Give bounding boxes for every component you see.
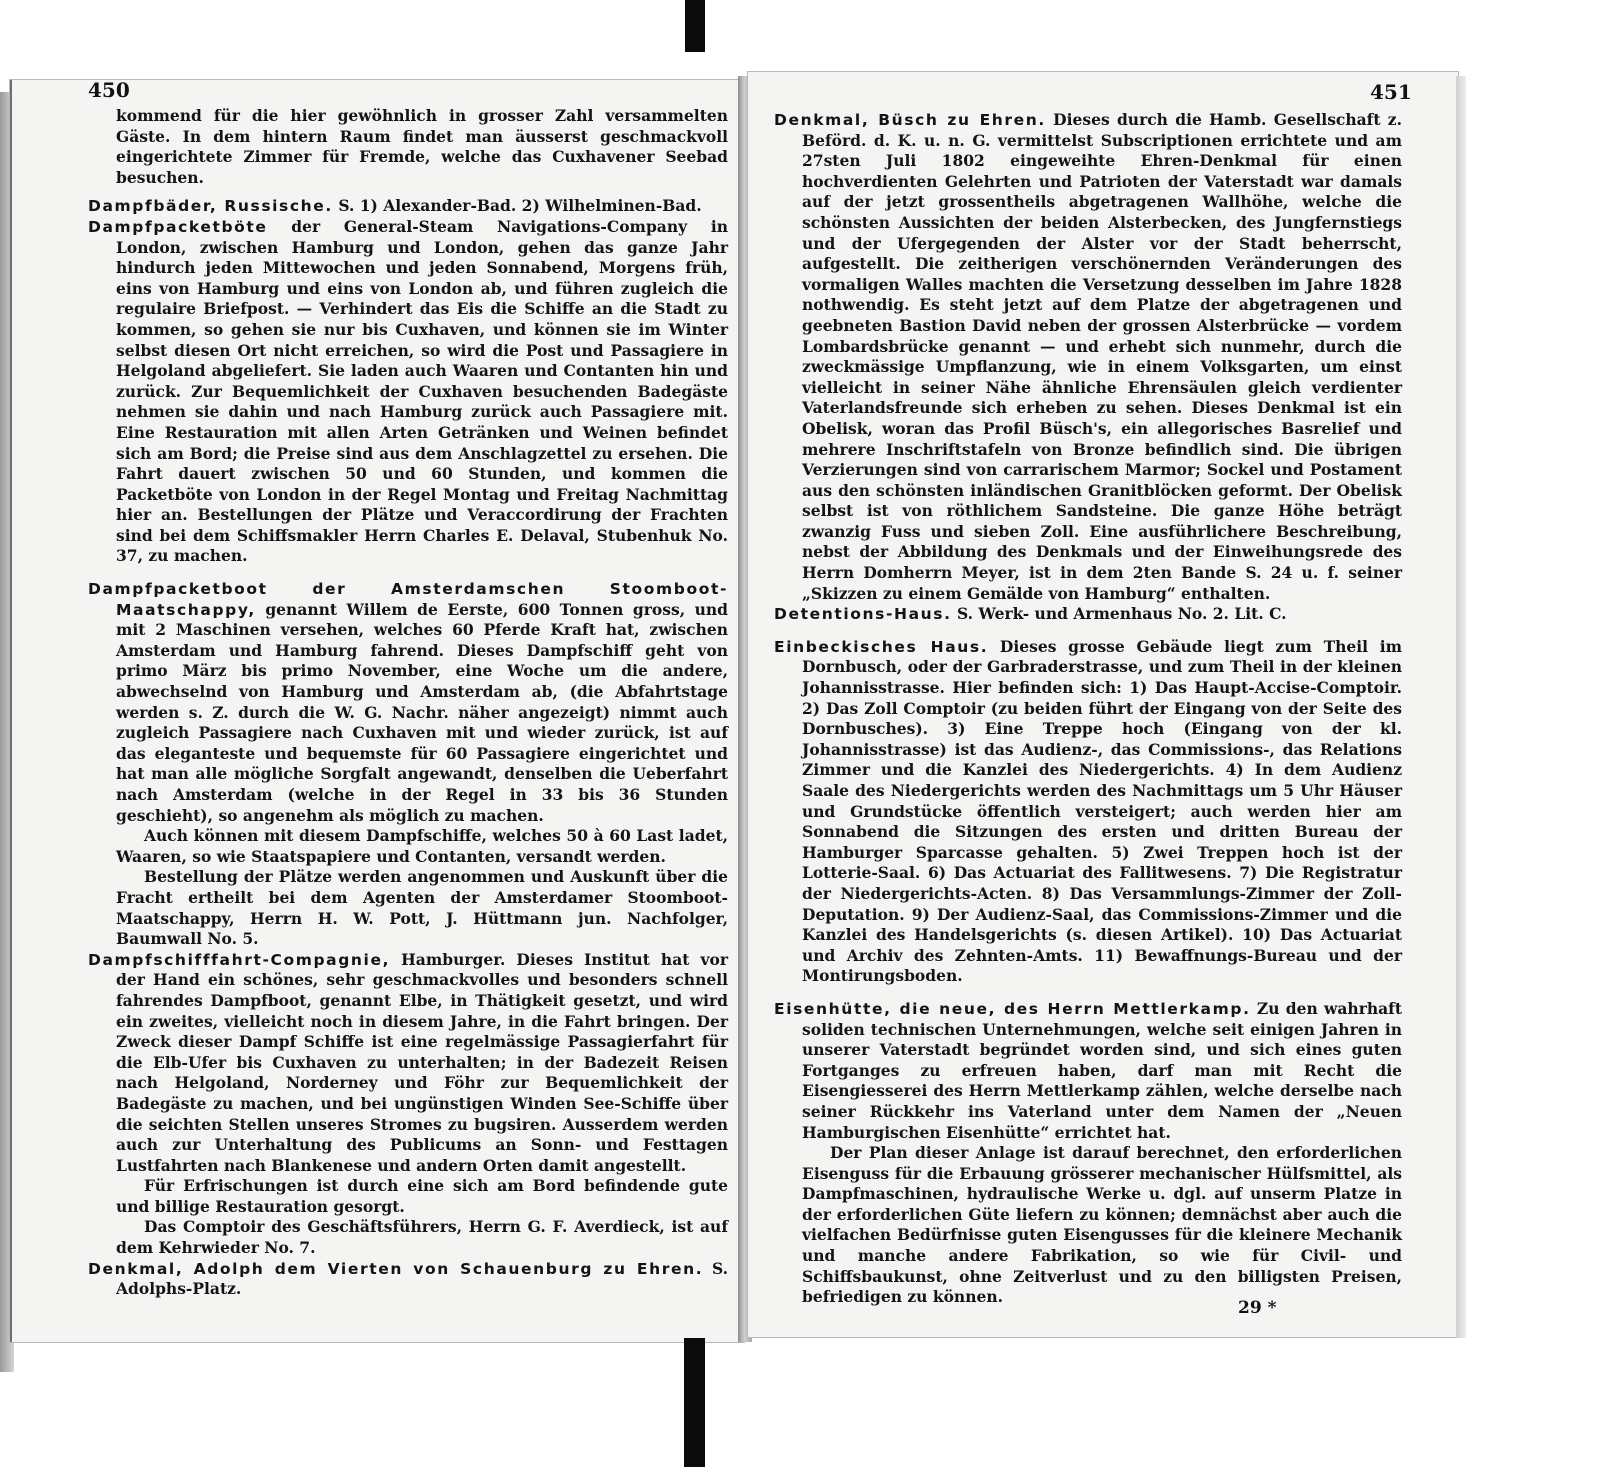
left-page [10, 80, 744, 1342]
entry [774, 999, 1402, 1143]
left-page-text [88, 106, 728, 1300]
entry-keyword: Dampfpacketboot der Amsterdamschen Stoomboot-Maatschappy, [88, 580, 728, 619]
entry-keyword: Denkmal, Büsch zu Ehren. [774, 111, 1046, 129]
paragraph: Bestellung der Plätze werden angenommen und Auskunft über die Fracht ertheilt bei dem Agenten der Amsterdamer Stoomboot-Maatschappy, Herrn H. W. Pott, J. Hüttmann jun. Nachfolger, Baumwall No. 5. [116, 867, 728, 949]
entry-text: Dieses grosse Gebäude liegt zum Theil im Dornbusch, oder der Garbraderstrasse, und zum Theil in der kleinen Johannisstrasse. Hier befinden sich: 1) Das Haupt-Accise-Comptoir. 2) Das Zoll Comptoir (zu beiden führt der Eingang von der Seite des Dornbusches). 3) Eine Treppe hoch (Eingang von der kl. Johannisstrasse) ist das Audienz-, das Commissions-, das Relations Zimmer und die Kanzlei des Niedergerichts. 4) In dem Audienz Saale des Niedergerichts werden des Nachmittags um 5 Uhr Häuser und Grundstücke öffentlich versteigert; auch werden hier am Sonnabend die Sitzungen des ersten und dritten Bureau der Hamburger Sparcasse gehalten. 5) Zwei Treppen hoch ist der Lotterie-Saal. 6) Das Actuariat des Fallitwesens. 7) Die Registratur der Niedergerichts-Acten. 8) Das Versammlungs-Zimmer der Zoll-Deputation. 9) Der Audienz-Saal, das Commissions-Zimmer und die Kanzlei des Handelsgerichts (s. diesen Artikel). 10) Das Actuariat und Archiv des Zehnten-Amts. 11) Bewaffnungs-Bureau und der Montirungsboden. [802, 636, 1403, 986]
entry [88, 1259, 728, 1300]
left-page-number: 450 [88, 80, 130, 102]
entry-keyword: Dampfbäder, Russische. [88, 197, 333, 216]
paragraph: kommend für die hier gewöhnlich in grosser Zahl versammelten Gäste. In dem hintern Raum findet man äusserst geschmackvoll eingerichtete Zimmer für Fremde, welche das Cuxhavener Seebad besuchen. [116, 106, 728, 187]
entry-text: der General-Steam Navigations-Company in London, zwischen Hamburg und London, gehen das ganze Jahr hindurch jeden Mittewochen und jeden Sonnabend, Morgens früh, eins von Hamburg und eins von London ab, und führen zugleich die regulaire Briefpost. — Verhindert das Eis die Schiffe an die Stadt zu kommen, so gehen sie nur bis Cuxhaven, und können sie im Winter selbst diesen Ort nicht erreichen, so wird die Post und Passagiere in Helgoland abgeliefert. Sie laden auch Waaren und Contanten hin und zurück. Zur Bequemlichkeit der Cuxhaven besuchenden Badegäste nehmen sie dahin und nach Hamburg zurück auch Passagiere mit. Eine Restauration mit allen Arten Getränken und Weinen befindet sich am Bord; die Preise sind aus dem Anschlagzettel zu ersehen. Die Fahrt dauert zwischen 50 und 60 Stunden, und kommen die Packetböte von London in der Regel Montag und Freitag Nachmittag hier an. Bestellungen der Plätze und Veraccordirung der Frachten sind bei dem Schiffsmakler Herrn Charles E. Delaval, Stubenhuk No. 37, zu machen. [116, 216, 728, 566]
entry-keyword: Dampfschifffahrt-Compagnie, [88, 950, 391, 969]
signature-mark: 29 * [1238, 1298, 1277, 1318]
right-page-edge [1456, 76, 1466, 1338]
right-page-number: 451 [1370, 80, 1412, 104]
entry-text: Hamburger. Dieses Institut hat vor der Hand ein schönes, sehr geschmackvolles und besonders schnell fahrendes Dampfboot, genannt Elbe, in Thätigkeit gesetzt, und wird ein zweites, vielleicht noch in diesem Jahre, in die Fahrt bringen. Der Zweck dieser Dampf Schiffe ist eine regelmässige Passagierfahrt für die Elb-Ufer bis Cuxhaven zu unterhalten; in der Badezeit Reisen nach Helgoland, Norderney und Föhr zur Bequemlichkeit der Badegäste zu machen, und bei ungünstigen Winden See-Schiffe über die seichten Stellen unseres Stromes zu bugsiren. Ausserdem werden auch zur Unterhaltung des Publicums an Sonn- und Festtagen Lustfahrten nach Blankenese und andern Orten damit angestellt. [116, 949, 728, 1175]
entry [774, 637, 1402, 987]
entry-keyword: Eisenhütte, die neue, des Herrn Mettlerkamp. [774, 999, 1251, 1018]
paragraph: Für Erfrischungen ist durch eine sich am Bord befindende gute und billige Restauration gesorgt. [116, 1176, 728, 1216]
entry-keyword: Denkmal, Adolph dem Vierten von Schauenburg zu Ehren. [88, 1259, 704, 1278]
entry-keyword: Einbeckisches Haus. [774, 637, 989, 656]
entry [88, 196, 728, 217]
entry-text: Dieses durch die Hamb. Gesellschaft z. Beförd. d. K. u. n. G. vermittelst Subscriptionen errichtete und am 27sten Juli 1802 eingeweihte Ehren-Denkmal für einen hochverdienten Gelehrten und Patrioten der Vaterstadt war damals auf der jetzt grossentheils abgetragenen Wallhöhe, welche die schönsten Aussichten der beiden Alsterbecken, des Jungfernstiegs und der Ufergegenden der Alster vor der Stadt beherrscht, aufgestellt. Die zeitherigen verschönernden Veränderungen des vormaligen Walles machten die Versetzung desselben im Jahre 1828 nothwendig. Es steht jetzt auf dem Platze der abgetragenen und geebneten Bastion David neben der grossen Alsterbrücke — vordem Lombardsbrücke genannt — und erhebt sich nunmehr, durch die zweckmässige Umpflanzung, wie in einem Volksgarten, um einst vielleicht in seiner Nähe ähnliche Ehrensäulen gleich verdienter Vaterlandsfreunde sich erheben zu sehen. Dieses Denkmal ist ein Obelisk, woran das Profil Büsch's, ein allegorisches Basrelief und mehrere Inschriftstafeln von Bronze befindlich sind. Die übrigen Verzierungen sind von carrarischem Marmor; Sockel und Postament aus den schönsten inländischen Granitblöcken geformt. Der Obelisk selbst ist von röthlichem Sandsteine. Die ganze Höhe beträgt zwanzig Fuss und sieben Zoll. Eine ausführlichere Beschreibung, nebst der Abbildung des Denkmals und der Einweihungsrede des Herrn Domherrn Meyer, ist in dem 2ten Bande S. 24 u. f. seiner „Skizzen zu einem Gemälde von Hamburg“ enthalten. [802, 110, 1402, 603]
entry-keyword: Dampfpacketböte [88, 217, 268, 236]
entry [774, 110, 1402, 604]
bottom-binding-bar [684, 1338, 705, 1467]
paragraph: Der Plan dieser Anlage ist darauf berechnet, den erforderlichen Eisenguss für die Erbauung grösserer mechanischer Hülfsmittel, als Dampfmaschinen, hydraulische Werke u. dgl. auf unserm Platze in der erforderlichen Güte liefern zu können; demnächst aber auch die vielfachen Bedürfnisse guten Eisengusses für die kleinere Mechanik und manche andere Fabrikation, so wie für Civil- und Schiffsbaukunst, ohne Zeitverlust und zu den billigsten Preisen, befriedigen zu können. [802, 1143, 1402, 1307]
entry-keyword: Detentions-Haus. [774, 605, 952, 624]
entry-text: S. Werk- und Armenhaus No. 2. Lit. C. [957, 604, 1287, 624]
right-page-text [774, 110, 1402, 1308]
entry-text: Zu den wahrhaft soliden technischen Unternehmungen, welche seit einigen Jahren in unserer Vaterstadt begründet worden sind, und sich eines guten Fortganges zu erfreuen haben, darf man mit Recht die Eisengiesserei des Herrn Mettlerkamp zählen, welche derselbe nach seiner Rückkehr ins Vaterland unter dem Namen der „Neuen Hamburgischen Eisenhütte“ errichtet hat. [802, 998, 1402, 1142]
entry [88, 950, 728, 1177]
entry [88, 217, 728, 567]
entry [88, 579, 728, 826]
entry-text: S. 1) Alexander-Bad. 2) Wilhelminen-Bad. [338, 196, 702, 216]
right-page [748, 72, 1458, 1337]
top-binding-bar [685, 0, 705, 52]
entry-text: S. Adolphs-Platz. [116, 1258, 728, 1299]
entry-text: genannt Willem de Eerste, 600 Tonnen gross, und mit 2 Maschinen versehen, welches 60 Pferde Kraft hat, zwischen Amsterdam und Hamburg fahrend. Dieses Dampfschiff geht von primo März bis primo November, eine Woche um die andere, abwechselnd von Hamburg und Amsterdam ab, (die Abfahrtstage werden s. Z. durch die W. G. Nachr. näher angezeigt) nimmt auch zugleich Passagiere nach Cuxhaven mit und wieder zurück, ist auf das eleganteste und bequemste für 60 Passagiere eingerichtet und hat man alle mögliche Sorgfalt angewandt, denselben die Ueberfahrt nach Amsterdam (welche in der Regel in 33 bis 36 Stunden geschieht), so angenehm als möglich zu machen. [116, 599, 728, 825]
paragraph: Das Comptoir des Geschäftsführers, Herrn G. F. Averdieck, ist auf dem Kehrwieder No. 7. [116, 1217, 728, 1258]
entry [774, 604, 1402, 625]
paragraph: Auch können mit diesem Dampfschiffe, welches 50 à 60 Last ladet, Waaren, so wie Staatspapiere und Contanten, versandt werden. [116, 826, 728, 866]
